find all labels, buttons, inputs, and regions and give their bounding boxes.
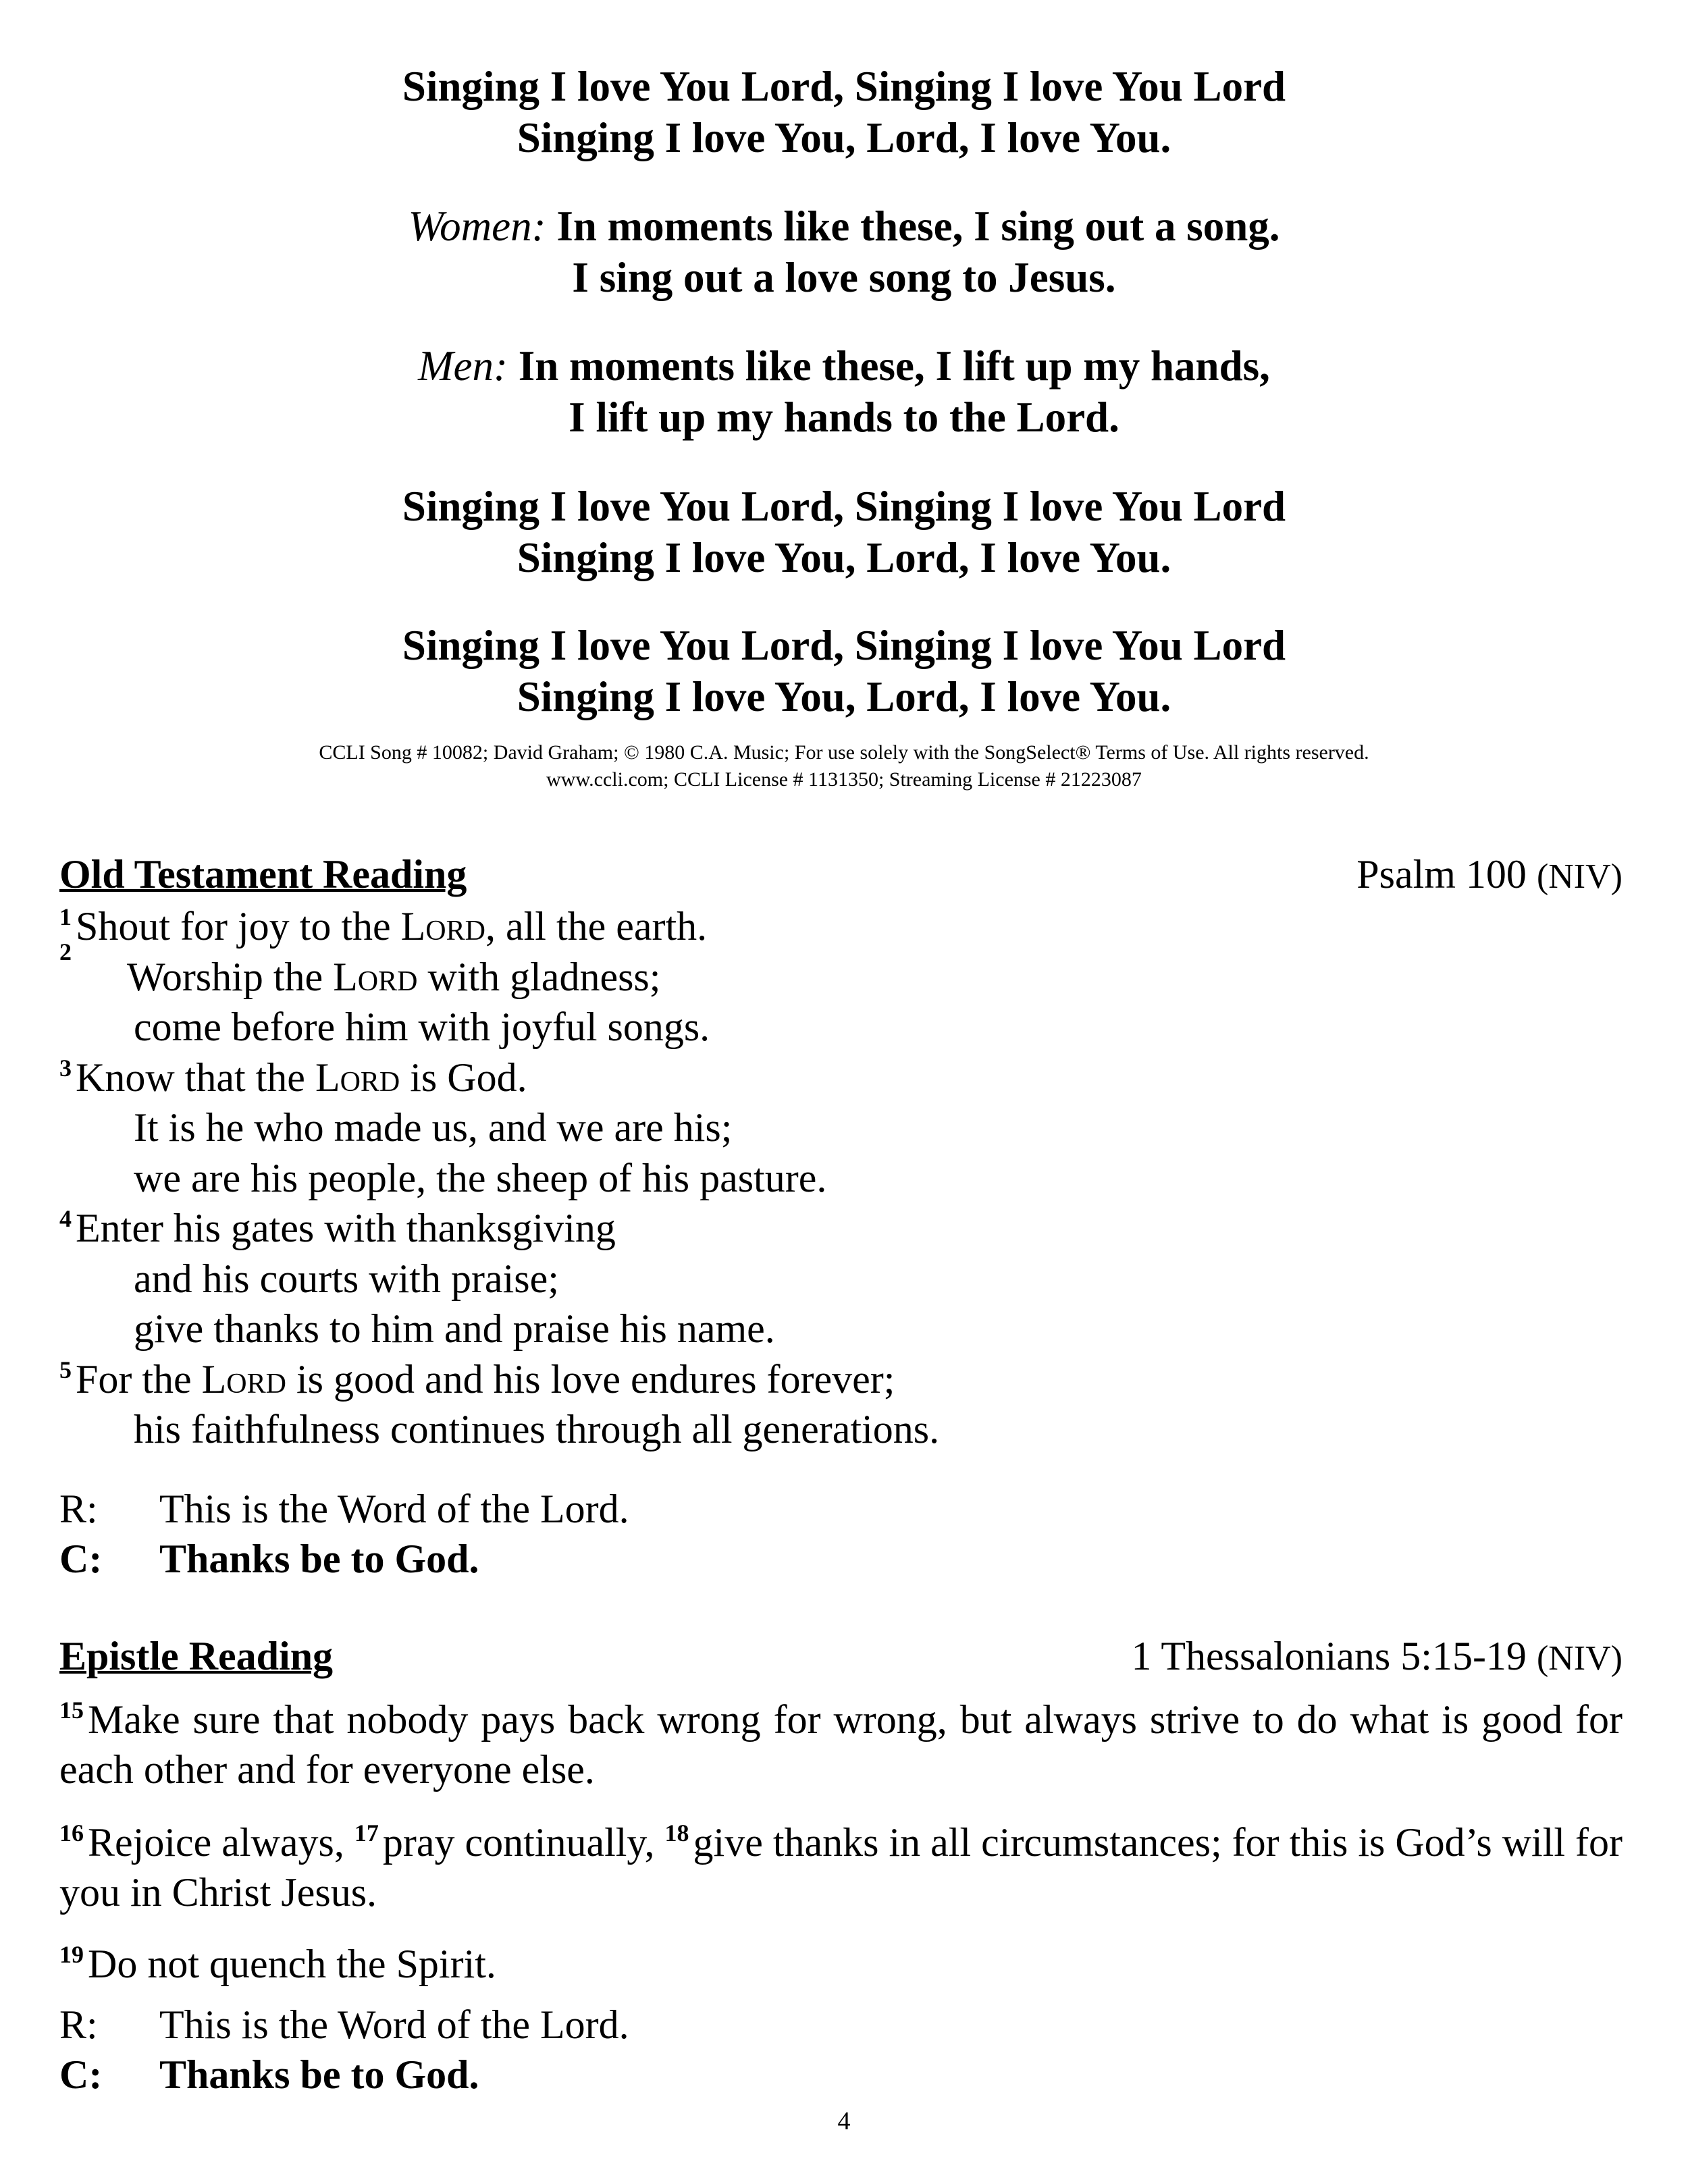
response-reader: [59, 1484, 629, 1534]
verse-number: 4: [59, 1205, 72, 1232]
response-label: R:: [59, 2002, 98, 2047]
response-text: Thanks be to God.: [159, 2052, 479, 2097]
verse-line: his faithfulness continues through all generations.: [134, 1407, 940, 1451]
lyric-line: Singing I love You Lord, Singing I love You Lord: [402, 483, 1286, 530]
verse-text: with gladness;: [417, 954, 661, 999]
lyric-line: Singing I love You, Lord, I love You.: [517, 673, 1171, 720]
response-congregation: [59, 2050, 629, 2100]
verse-text: Rejoice always,: [88, 1820, 354, 1865]
response-text: This is the Word of the Lord.: [159, 1487, 629, 1531]
response-reader: [59, 2000, 629, 2050]
response-label: R:: [59, 1487, 98, 1531]
response-text: This is the Word of the Lord.: [159, 2002, 629, 2047]
verse-line: give thanks to him and praise his name.: [134, 1306, 775, 1351]
divine-name: Lord: [400, 904, 485, 949]
lyric-line: I lift up my hands to the Lord.: [569, 394, 1119, 441]
scripture-reference: [1356, 851, 1623, 901]
verse-text: is God.: [400, 1055, 527, 1100]
lyric-line: Singing I love You Lord, Singing I love You Lord: [402, 622, 1286, 669]
lyric-line: Singing I love You, Lord, I love You.: [517, 534, 1171, 581]
verse-text: give thanks in all circumstances; for this is God’s will for you in Christ Jesus.: [59, 1820, 1623, 1915]
verse-text: Know that the: [76, 1055, 315, 1100]
epistle-verse-19: [59, 1939, 1623, 1989]
song-stanza-4: [0, 481, 1688, 583]
reference-text: 1 Thessalonians 5:15-19: [1131, 1634, 1527, 1678]
old-testament-response: [59, 1484, 629, 1584]
song-stanza-1: [0, 61, 1688, 163]
epistle-header: [59, 1632, 1623, 1680]
verse-line: [59, 1203, 1623, 1254]
section-title: Epistle Reading: [59, 1634, 334, 1678]
scripture-reference: [1131, 1632, 1623, 1682]
lyric-line: Singing I love You, Lord, I love You.: [517, 114, 1171, 161]
verse-number: 19: [59, 1941, 84, 1968]
verse-text: , all the earth.: [485, 904, 708, 949]
verse-text: Shout for joy to the: [76, 904, 401, 949]
verse-number: 16: [59, 1819, 84, 1846]
divine-name: Lord: [315, 1055, 400, 1100]
response-label: C:: [59, 2052, 103, 2097]
verse-line: It is he who made us, and we are his;: [134, 1105, 733, 1150]
lyric-line: [0, 201, 1688, 252]
verse-number: 5: [59, 1356, 72, 1383]
verse-text: pray continually,: [382, 1820, 665, 1865]
version-label: (NIV): [1536, 1639, 1623, 1678]
verse-line: come before him with joyful songs.: [134, 1005, 710, 1049]
response-label: C:: [59, 1537, 103, 1581]
lyric-line: [0, 340, 1688, 392]
section-title: Old Testament Reading: [59, 852, 467, 897]
copyright-line: CCLI Song # 10082; David Graham; © 1980 C.A. Music; For use solely with the SongSelect® Terms of Use. All rights reserved.: [319, 741, 1369, 764]
version-label: (NIV): [1536, 857, 1623, 896]
verse-line: [59, 901, 1623, 952]
verse-text: Make sure that nobody pays back wrong for wrong, but always strive to do what is good for each other and for everyone else.: [59, 1697, 1623, 1792]
verse-number: 3: [59, 1054, 72, 1082]
verse-line: and his courts with praise;: [134, 1256, 559, 1301]
lyric-text: In moments like these, I lift up my hands,: [518, 342, 1270, 390]
verse-number: 18: [664, 1819, 689, 1846]
verse-number: 15: [59, 1697, 84, 1724]
verse-text: For the: [76, 1356, 202, 1402]
response-congregation: [59, 1534, 629, 1584]
lyric-text: In moments like these, I sing out a song.: [556, 203, 1280, 250]
role-label-men: Men:: [418, 342, 508, 390]
epistle-verses-16-18: [59, 1817, 1623, 1917]
page-number: 4: [837, 2107, 851, 2135]
lyric-line: I sing out a love song to Jesus.: [572, 254, 1116, 301]
song-stanza-men: [0, 340, 1688, 443]
ccli-copyright: [0, 739, 1688, 793]
divine-name: Lord: [201, 1356, 286, 1402]
verse-number: 17: [354, 1819, 379, 1846]
epistle-verse-15: [59, 1695, 1623, 1794]
reference-text: Psalm 100: [1356, 852, 1527, 897]
song-stanza-5: [0, 620, 1688, 722]
verse-line: 2 Worship the Lord with gladness;: [59, 938, 661, 999]
verse-text: is good and his love endures forever;: [286, 1356, 895, 1402]
divine-name: Lord: [333, 954, 418, 999]
song-stanza-women: [0, 201, 1688, 303]
old-testament-header: [59, 851, 1623, 898]
psalm-text: [59, 901, 1623, 1455]
copyright-line: www.ccli.com; CCLI License # 1131350; Streaming License # 21223087: [546, 768, 1142, 791]
verse-line: we are his people, the sheep of his pasture.: [134, 1155, 827, 1200]
verse-line: [59, 1053, 1623, 1103]
response-text: Thanks be to God.: [159, 1537, 479, 1581]
verse-text: Worship the: [127, 954, 334, 999]
epistle-response: [59, 2000, 629, 2100]
verse-number: 1: [59, 903, 72, 930]
lyric-line: Singing I love You Lord, Singing I love You Lord: [402, 63, 1286, 110]
verse-line: [59, 1354, 1623, 1405]
verse-text: Enter his gates with thanksgiving: [76, 1206, 616, 1250]
verse-text: Do not quench the Spirit.: [88, 1942, 496, 1986]
role-label-women: Women:: [408, 203, 546, 250]
